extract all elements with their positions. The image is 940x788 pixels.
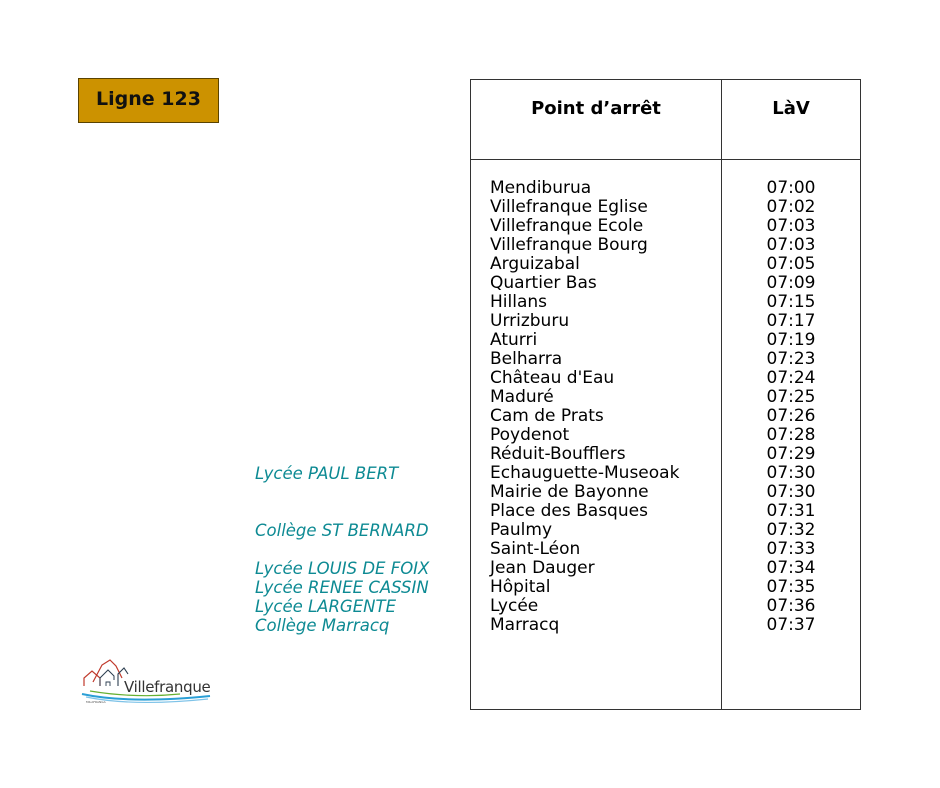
stop-time: 07:09 — [766, 273, 816, 293]
stop-name: Echauguette-Museoak — [490, 463, 680, 483]
stop-name: Quartier Bas — [490, 273, 597, 293]
header-divider — [470, 159, 861, 160]
header-time-column: LàV — [772, 98, 810, 119]
stop-name: Poydenot — [490, 425, 570, 445]
stop-name: Réduit-Boufflers — [490, 444, 626, 464]
stop-time: 07:19 — [766, 330, 816, 350]
school-label: Collège ST BERNARD — [255, 521, 429, 540]
stop-time: 07:35 — [766, 577, 816, 597]
stop-time: 07:26 — [766, 406, 816, 426]
stop-time: 07:24 — [766, 368, 816, 388]
school-label: Lycée LOUIS DE FOIX — [255, 559, 430, 578]
stop-time: 07:32 — [766, 520, 816, 540]
stop-time: 07:30 — [766, 463, 816, 483]
stop-time: 07:29 — [766, 444, 816, 464]
stop-time: 07:33 — [766, 539, 816, 559]
header-stop-column: Point d’arrêt — [531, 98, 661, 119]
school-label: Lycée PAUL BERT — [255, 464, 399, 483]
school-label: Collège Marracq — [255, 616, 390, 635]
stop-name: Belharra — [490, 349, 563, 369]
line-badge — [78, 78, 219, 123]
stop-name: Mairie de Bayonne — [490, 482, 649, 502]
stop-name: Hillans — [490, 292, 548, 312]
stop-time: 07:17 — [766, 311, 816, 331]
stop-name: Mendiburua — [490, 178, 592, 198]
stop-name: Place des Basques — [490, 501, 648, 521]
stop-name: Villefranque Eglise — [490, 197, 648, 217]
stop-name: Château d'Eau — [490, 368, 615, 388]
logo-wordmark: Villefranque — [124, 678, 211, 696]
stop-time: 07:23 — [766, 349, 816, 369]
stop-name: Lycée — [490, 596, 539, 616]
stop-time: 07:28 — [766, 425, 816, 445]
logo-subtitle: MILAFRANGA — [86, 700, 106, 704]
stop-time: 07:15 — [766, 292, 816, 312]
stop-time: 07:02 — [766, 197, 816, 217]
stop-time: 07:37 — [766, 615, 816, 635]
school-label: Lycée RENEE CASSIN — [255, 578, 429, 597]
stop-name: Urrizburu — [490, 311, 570, 331]
stop-name: Aturri — [490, 330, 538, 350]
stop-name: Arguizabal — [490, 254, 580, 274]
line-badge-label: Ligne 123 — [96, 88, 201, 110]
stop-time: 07:05 — [766, 254, 816, 274]
stop-name: Marracq — [490, 615, 560, 635]
stop-name: Villefranque Ecole — [490, 216, 644, 236]
school-label: Lycée LARGENTE — [255, 597, 396, 616]
stop-name: Villefranque Bourg — [490, 235, 648, 255]
stop-time: 07:34 — [766, 558, 816, 578]
stop-time: 07:03 — [766, 235, 816, 255]
villefranque-logo — [80, 656, 222, 708]
stop-time: 07:30 — [766, 482, 816, 502]
stop-time: 07:31 — [766, 501, 816, 521]
stop-time: 07:36 — [766, 596, 816, 616]
stop-time: 07:00 — [766, 178, 816, 198]
stop-name: Jean Dauger — [490, 558, 595, 578]
stop-name: Paulmy — [490, 520, 553, 540]
stop-name: Cam de Prats — [490, 406, 604, 426]
stop-name: Saint-Léon — [490, 539, 581, 559]
stop-time: 07:25 — [766, 387, 816, 407]
stop-name: Maduré — [490, 387, 554, 407]
stop-name: Hôpital — [490, 577, 551, 597]
stop-time: 07:03 — [766, 216, 816, 236]
